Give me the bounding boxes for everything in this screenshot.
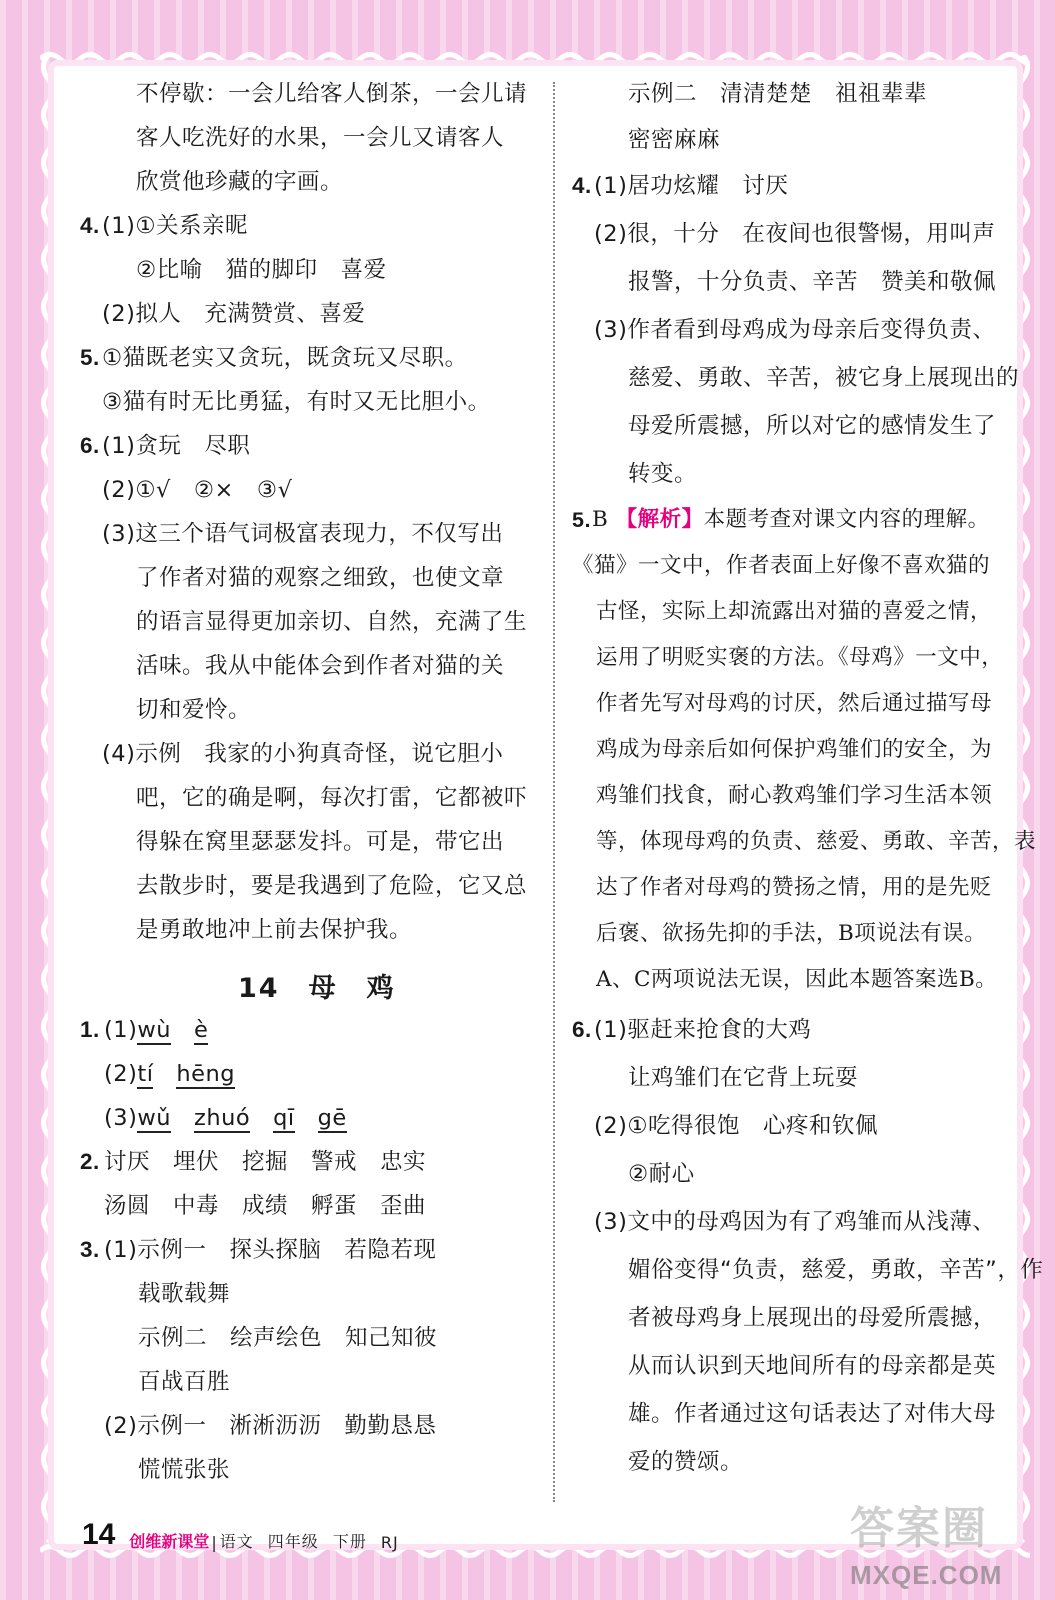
q6-answer-3-line-5: 切和爱怜。 [136,697,252,723]
page-footer [82,1512,399,1552]
footer-volume: 下册 [332,1532,367,1551]
footer-grade: 四年级 [267,1532,319,1551]
r-cont-line-2: 密密麻麻 [628,127,721,153]
r-q6-answer-3-line-5: 雄。作者通过这句话表达了对伟大母 [628,1401,997,1427]
pinyin-zhuo: zhuó [194,1105,251,1131]
r-q6-answer-3-line-6: 爱的赞颂。 [628,1449,744,1475]
q4-answer-2: ②比喻 猫的脚印 喜爱 [136,257,387,283]
r-q6-answer-3-line-2: 媚俗变得“负责，慈爱，勇敢，辛苦”，作 [628,1257,1044,1283]
r-q5-first-line [592,498,990,542]
r-q6-answer-3-line-4: 从而认识到天地间所有的母亲都是英 [628,1353,997,1379]
r-q6-answer-2: (2)①吃得很饱 心疼和钦佩 [594,1113,879,1139]
q6-answer-3-line-4: 活味。我从中能体会到作者对猫的关 [136,653,505,679]
q6-answer-1: (1)贪玩 尽职 [102,433,251,459]
r-q5-text-9: 达了作者对母鸡的赞扬之情，用的是先贬 [596,875,993,900]
watermark-site: MXQE.COM [850,1560,1003,1590]
page-number: 14 [82,1518,116,1551]
r-q6-answer-1b: 让鸡雏们在它背上玩耍 [628,1065,859,1091]
p1-line-1 [104,1008,208,1052]
r-q5-text-1: 本题考查对课文内容的理解。 [703,507,990,532]
p3-answer-4: 百战百胜 [138,1369,231,1395]
r-q4-answer-3-line-2: 慈爱、勇敢、辛苦，被它身上展现出的 [628,365,1020,391]
p2-row-2: 汤圆 中毒 成绩 孵蛋 歪曲 [104,1193,427,1219]
r-q5-text-4: 运用了明贬实褒的方法。《母鸡》一文中， [596,645,1004,670]
q5-answer-1: ①猫既老实又贪玩，既贪玩又尽职。 [102,345,468,371]
p3-answer-2: 载歌载舞 [138,1281,231,1307]
r-q6-answer-3-line-3: 者被母鸡身上展现出的母爱所震撼， [628,1305,997,1331]
r-q4-answer-2-line-1: (2)很，十分 在夜间也很警惕，用叫声 [594,221,996,247]
p3-number: 3. [80,1237,100,1262]
q6-answer-4-line-3: 得躲在窝里瑟瑟发抖。可是，带它出 [136,829,505,855]
r-cont-line-1: 示例二 清清楚楚 祖祖辈辈 [628,81,928,107]
r-q4-answer-3-line-4: 转变。 [628,461,698,487]
q5-answer-2: ③猫有时无比勇猛，有时又无比胆小。 [102,389,491,415]
q6-answer-4-line-2: 吧，它的确是啊，每次打雷，它都被吓 [136,785,528,811]
r-q5-text-10: 后褒、欲扬先抑的手法，B项说法有误。 [596,921,987,946]
watermark-logo-text: 答案圈 [850,1503,988,1554]
p1-line-3 [104,1096,347,1140]
r-q5-text-5: 作者先写对母鸡的讨厌，然后通过描写母 [596,691,993,716]
pinyin-ti: tí [137,1061,154,1087]
p1-number: 1. [80,1017,100,1042]
q6-number: 6. [80,433,100,458]
p2-row-1: 讨厌 埋伏 挖掘 警戒 忠实 [104,1149,427,1175]
r-q4-answer-2-line-2: 报警，十分负责、辛苦 赞美和敬佩 [628,269,997,295]
footer-separator: | [211,1533,218,1552]
q6-answer-4-line-1: (4)示例 我家的小狗真奇怪，说它胆小 [102,741,504,767]
q4-answer-3: (2)拟人 充满赞赏、喜爱 [102,301,366,327]
pinyin-wu: wù [137,1017,172,1043]
q5-number: 5. [80,345,100,370]
r-q4-answer-1: (1)居功炫耀 讨厌 [594,173,789,199]
r-q6-answer-3-line-1: (3)文中的母鸡因为有了鸡雏而从浅薄、 [594,1209,996,1235]
r-q6-number: 6. [572,1017,592,1042]
book-brand: 创维新课堂 [129,1532,210,1551]
r-q5-text-8: 等，体现母鸡的负责、慈爱、勇敢、辛苦，表 [596,829,1037,854]
q6-answer-3-line-1: (3)这三个语气词极富表现力，不仅写出 [102,521,504,547]
r-q5-text-3: 古怪，实际上却流露出对猫的喜爱之情， [596,599,993,624]
r-q6-answer-1: (1)驱赶来抢食的大鸡 [594,1017,812,1043]
r-q5-text-6: 鸡成为母亲后如何保护鸡雏们的安全，为 [596,737,993,762]
p1-l3-prefix: (3) [104,1105,138,1131]
r-q5-text-2: 《猫》一文中，作者表面上好像不喜欢猫的 [572,553,991,578]
r-q5-text-11: A、C两项说法无误，因此本题答案选B。 [596,967,998,992]
p3-answer-1: (1)示例一 探头探脑 若隐若现 [104,1237,437,1263]
pinyin-qi: qī [273,1105,295,1131]
r-q5-text-7: 鸡雏们找食，耐心教鸡雏们学习生活本领 [596,783,993,808]
pinyin-e: è [194,1017,209,1043]
r-q6-answer-2b: ②耐心 [628,1161,695,1187]
cont-line-2: 客人吃洗好的水果，一会儿又请客人 [136,125,505,151]
column-divider [553,82,555,1502]
r-q4-answer-3-line-1: (3)作者看到母鸡成为母亲后变得负责、 [594,317,996,343]
q6-answer-3-line-2: 了作者对猫的观察之细致，也使文章 [136,565,505,591]
q6-answer-4-line-5: 是勇敢地冲上前去保护我。 [136,917,413,943]
lesson-title: 14 母 鸡 [238,973,396,1004]
p1-l2-prefix: (2) [104,1061,138,1087]
cont-line-3: 欣赏他珍藏的字画。 [136,169,344,195]
p3-answer-3: 示例二 绘声绘色 知己知彼 [138,1325,438,1351]
p1-l1-prefix: (1) [104,1017,138,1043]
q6-answer-3-line-3: 的语言显得更加亲切、自然，充满了生 [136,609,528,635]
r-q4-answer-3-line-3: 母爱所震撼，所以对它的感情发生了 [628,413,997,439]
cont-line-1: 不停歇：一会儿给客人倒茶，一会儿请 [136,81,528,107]
footer-edition: RJ [380,1533,399,1552]
r-q4-number: 4. [572,173,592,198]
r-q5-answer: B [592,507,609,532]
pinyin-heng: hēng [176,1061,236,1087]
analysis-tag: 【解析】 [615,507,704,532]
p3-answer-5: (2)示例一 淅淅沥沥 勤勤恳恳 [104,1413,437,1439]
p2-number: 2. [80,1149,100,1174]
p1-line-2 [104,1052,235,1096]
q6-answer-4-line-4: 去散步时，要是我遇到了危险，它又总 [136,873,528,899]
q6-answer-2: (2)①√ ②× ③√ [102,477,293,503]
q4-number: 4. [80,213,100,238]
q4-answer-1: (1)①关系亲昵 [102,213,249,239]
pinyin-ge: gē [317,1105,347,1131]
footer-subject: 语文 [219,1532,254,1551]
pinyin-wu3: wǔ [137,1105,172,1131]
p3-answer-6: 慌慌张张 [138,1457,231,1483]
r-q5-number: 5. [572,508,591,532]
